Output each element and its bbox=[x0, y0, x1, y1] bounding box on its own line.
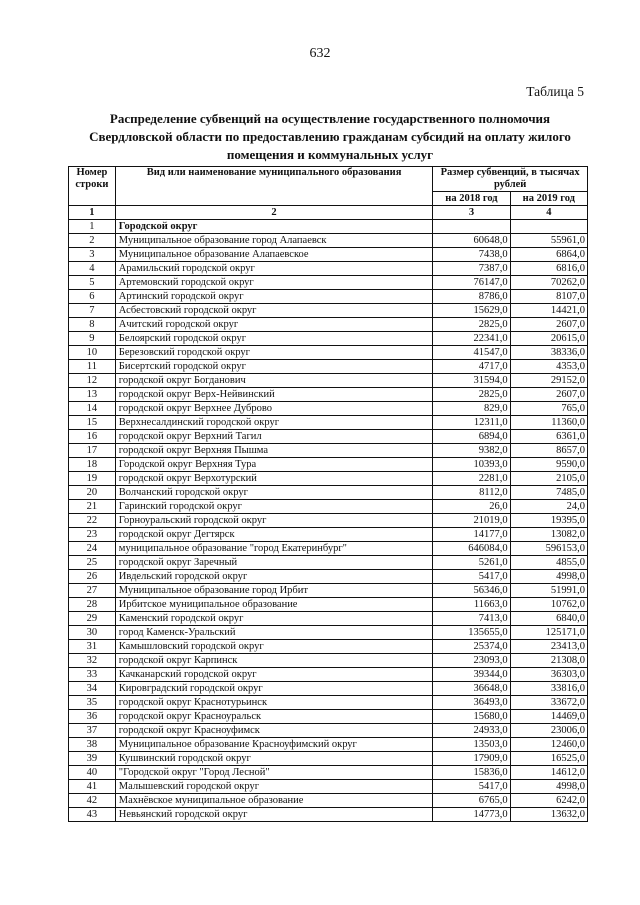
row-number: 20 bbox=[69, 486, 116, 500]
value-2019: 7485,0 bbox=[510, 486, 587, 500]
value-2018: 8786,0 bbox=[433, 290, 510, 304]
municipality-name: Белоярский городской округ bbox=[115, 332, 433, 346]
value-2018: 10393,0 bbox=[433, 458, 510, 472]
table-row bbox=[69, 500, 588, 514]
table-row bbox=[69, 528, 588, 542]
subsidy-table bbox=[68, 166, 588, 822]
value-2018: 5261,0 bbox=[433, 556, 510, 570]
value-2019: 8107,0 bbox=[510, 290, 587, 304]
table-row bbox=[69, 766, 588, 780]
table-row bbox=[69, 486, 588, 500]
table-row bbox=[69, 360, 588, 374]
table-row bbox=[69, 752, 588, 766]
row-number: 42 bbox=[69, 794, 116, 808]
municipality-name: Каменский городской округ bbox=[115, 612, 433, 626]
row-number: 43 bbox=[69, 808, 116, 822]
table-row bbox=[69, 234, 588, 248]
municipality-name: городской округ Красноуфимск bbox=[115, 724, 433, 738]
table-row bbox=[69, 570, 588, 584]
value-2019: 23413,0 bbox=[510, 640, 587, 654]
table-row bbox=[69, 794, 588, 808]
row-number: 19 bbox=[69, 472, 116, 486]
table-row bbox=[69, 598, 588, 612]
value-2019: 2607,0 bbox=[510, 318, 587, 332]
value-2019: 29152,0 bbox=[510, 374, 587, 388]
row-number: 21 bbox=[69, 500, 116, 514]
municipality-name: городской округ Верхотурский bbox=[115, 472, 433, 486]
table-row bbox=[69, 556, 588, 570]
table-row bbox=[69, 668, 588, 682]
table-row bbox=[69, 542, 588, 556]
row-number: 30 bbox=[69, 626, 116, 640]
row-number: 25 bbox=[69, 556, 116, 570]
document-title bbox=[60, 110, 600, 164]
value-2018: 11663,0 bbox=[433, 598, 510, 612]
row-number: 38 bbox=[69, 738, 116, 752]
table-row bbox=[69, 654, 588, 668]
table-row bbox=[69, 682, 588, 696]
column-index: 2 bbox=[115, 206, 433, 220]
value-2019: 2607,0 bbox=[510, 388, 587, 402]
value-2019: 765,0 bbox=[510, 402, 587, 416]
value-2018: 21019,0 bbox=[433, 514, 510, 528]
row-number: 22 bbox=[69, 514, 116, 528]
row-number: 10 bbox=[69, 346, 116, 360]
value-2019: 125171,0 bbox=[510, 626, 587, 640]
value-2018: 7438,0 bbox=[433, 248, 510, 262]
header-name: Вид или наименование муниципального образования bbox=[115, 167, 433, 206]
table-row bbox=[69, 332, 588, 346]
row-number: 17 bbox=[69, 444, 116, 458]
row-number: 31 bbox=[69, 640, 116, 654]
value-2019: 13632,0 bbox=[510, 808, 587, 822]
column-index: 4 bbox=[510, 206, 587, 220]
value-2018 bbox=[433, 220, 510, 234]
municipality-name: Муниципальное образование город Алапаевск bbox=[115, 234, 433, 248]
value-2018: 39344,0 bbox=[433, 668, 510, 682]
value-2019: 12460,0 bbox=[510, 738, 587, 752]
header-subsidy-size: Размер субвенций, в тысячах рублей bbox=[433, 167, 588, 192]
value-2019: 10762,0 bbox=[510, 598, 587, 612]
value-2019: 6242,0 bbox=[510, 794, 587, 808]
value-2018: 15680,0 bbox=[433, 710, 510, 724]
row-number: 7 bbox=[69, 304, 116, 318]
municipality-name: Городской округ Верхняя Тура bbox=[115, 458, 433, 472]
table-body bbox=[69, 220, 588, 822]
table-row bbox=[69, 304, 588, 318]
municipality-name: Муниципальное образование Красноуфимский округ bbox=[115, 738, 433, 752]
value-2019: 11360,0 bbox=[510, 416, 587, 430]
row-number: 28 bbox=[69, 598, 116, 612]
value-2019: 38336,0 bbox=[510, 346, 587, 360]
value-2018: 31594,0 bbox=[433, 374, 510, 388]
municipality-name: Ирбитское муниципальное образование bbox=[115, 598, 433, 612]
row-number: 5 bbox=[69, 276, 116, 290]
row-number: 32 bbox=[69, 654, 116, 668]
value-2018: 14177,0 bbox=[433, 528, 510, 542]
value-2018: 14773,0 bbox=[433, 808, 510, 822]
value-2019: 36303,0 bbox=[510, 668, 587, 682]
municipality-name: городской округ Карпинск bbox=[115, 654, 433, 668]
value-2018: 56346,0 bbox=[433, 584, 510, 598]
row-number: 13 bbox=[69, 388, 116, 402]
municipality-name: Невьянский городской округ bbox=[115, 808, 433, 822]
table-row bbox=[69, 430, 588, 444]
municipality-name: "Городской округ "Город Лесной" bbox=[115, 766, 433, 780]
table-row bbox=[69, 458, 588, 472]
value-2019: 16525,0 bbox=[510, 752, 587, 766]
value-2018: 15629,0 bbox=[433, 304, 510, 318]
municipality-name: городской округ Богданович bbox=[115, 374, 433, 388]
value-2018: 2281,0 bbox=[433, 472, 510, 486]
municipality-name: Гаринский городской округ bbox=[115, 500, 433, 514]
value-2019: 6361,0 bbox=[510, 430, 587, 444]
municipality-name: Качканарский городской округ bbox=[115, 668, 433, 682]
row-number: 6 bbox=[69, 290, 116, 304]
table-row bbox=[69, 276, 588, 290]
municipality-name: Березовский городской округ bbox=[115, 346, 433, 360]
value-2018: 8112,0 bbox=[433, 486, 510, 500]
column-index: 3 bbox=[433, 206, 510, 220]
row-number: 12 bbox=[69, 374, 116, 388]
row-number: 16 bbox=[69, 430, 116, 444]
value-2018: 2825,0 bbox=[433, 388, 510, 402]
header-year-2018: на 2018 год bbox=[433, 192, 510, 206]
row-number: 3 bbox=[69, 248, 116, 262]
title-line: помещения и коммунальных услуг bbox=[226, 147, 434, 162]
municipality-name: Камышловский городской округ bbox=[115, 640, 433, 654]
value-2018: 22341,0 bbox=[433, 332, 510, 346]
value-2018: 15836,0 bbox=[433, 766, 510, 780]
municipality-name: Муниципальное образование город Ирбит bbox=[115, 584, 433, 598]
value-2018: 2825,0 bbox=[433, 318, 510, 332]
municipality-name: городской округ Краснотурьинск bbox=[115, 696, 433, 710]
table-row bbox=[69, 514, 588, 528]
value-2018: 60648,0 bbox=[433, 234, 510, 248]
table-row bbox=[69, 612, 588, 626]
municipality-name: Муниципальное образование Алапаевское bbox=[115, 248, 433, 262]
municipality-name: город Каменск-Уральский bbox=[115, 626, 433, 640]
municipality-name: Бисертский городской округ bbox=[115, 360, 433, 374]
value-2019: 19395,0 bbox=[510, 514, 587, 528]
table-row bbox=[69, 248, 588, 262]
value-2018: 17909,0 bbox=[433, 752, 510, 766]
value-2018: 36648,0 bbox=[433, 682, 510, 696]
table-row bbox=[69, 346, 588, 360]
row-number: 29 bbox=[69, 612, 116, 626]
table-row bbox=[69, 472, 588, 486]
value-2019: 20615,0 bbox=[510, 332, 587, 346]
value-2019: 70262,0 bbox=[510, 276, 587, 290]
value-2019: 14612,0 bbox=[510, 766, 587, 780]
title-line: Свердловской области по предоставлению гражданам субсидий на оплату жилого bbox=[89, 129, 571, 144]
value-2019: 33816,0 bbox=[510, 682, 587, 696]
municipality-name: городской округ Верхнее Дуброво bbox=[115, 402, 433, 416]
row-number: 18 bbox=[69, 458, 116, 472]
value-2018: 6894,0 bbox=[433, 430, 510, 444]
value-2018: 7387,0 bbox=[433, 262, 510, 276]
municipality-name: Асбестовский городской округ bbox=[115, 304, 433, 318]
table-row bbox=[69, 374, 588, 388]
table-row bbox=[69, 402, 588, 416]
municipality-name: Ивдельский городской округ bbox=[115, 570, 433, 584]
value-2019: 2105,0 bbox=[510, 472, 587, 486]
row-number: 39 bbox=[69, 752, 116, 766]
row-number: 24 bbox=[69, 542, 116, 556]
value-2019: 33672,0 bbox=[510, 696, 587, 710]
row-number: 15 bbox=[69, 416, 116, 430]
value-2019: 6816,0 bbox=[510, 262, 587, 276]
value-2018: 5417,0 bbox=[433, 780, 510, 794]
municipality-name: Ачитский городской округ bbox=[115, 318, 433, 332]
table-row bbox=[69, 416, 588, 430]
value-2018: 24933,0 bbox=[433, 724, 510, 738]
value-2019: 13082,0 bbox=[510, 528, 587, 542]
page-number: 632 bbox=[309, 46, 331, 61]
value-2018: 76147,0 bbox=[433, 276, 510, 290]
value-2019: 55961,0 bbox=[510, 234, 587, 248]
municipality-name: муниципальное образование "город Екатеринбург" bbox=[115, 542, 433, 556]
value-2018: 25374,0 bbox=[433, 640, 510, 654]
title-line: Распределение субвенций на осуществление государственного полномочия bbox=[109, 111, 551, 126]
table-row bbox=[69, 262, 588, 276]
row-number: 36 bbox=[69, 710, 116, 724]
municipality-name: Кировградский городской округ bbox=[115, 682, 433, 696]
row-number: 9 bbox=[69, 332, 116, 346]
municipality-name: городской округ Верхний Тагил bbox=[115, 430, 433, 444]
column-index: 1 bbox=[69, 206, 116, 220]
header-year-2019: на 2019 год bbox=[510, 192, 587, 206]
value-2018: 5417,0 bbox=[433, 570, 510, 584]
municipality-name: городской округ Красноуральск bbox=[115, 710, 433, 724]
municipality-name: Горноуральский городской округ bbox=[115, 514, 433, 528]
value-2018: 9382,0 bbox=[433, 444, 510, 458]
row-number: 41 bbox=[69, 780, 116, 794]
row-number: 34 bbox=[69, 682, 116, 696]
table-row bbox=[69, 640, 588, 654]
municipality-name: Волчанский городской округ bbox=[115, 486, 433, 500]
row-number: 35 bbox=[69, 696, 116, 710]
table-row bbox=[69, 710, 588, 724]
value-2019: 4998,0 bbox=[510, 570, 587, 584]
value-2018: 646084,0 bbox=[433, 542, 510, 556]
value-2019: 24,0 bbox=[510, 500, 587, 514]
row-number: 11 bbox=[69, 360, 116, 374]
table-row bbox=[69, 626, 588, 640]
municipality-name: Малышевский городской округ bbox=[115, 780, 433, 794]
value-2018: 23093,0 bbox=[433, 654, 510, 668]
value-2019: 6840,0 bbox=[510, 612, 587, 626]
value-2019: 4855,0 bbox=[510, 556, 587, 570]
table-row bbox=[69, 696, 588, 710]
value-2019: 596153,0 bbox=[510, 542, 587, 556]
row-number: 8 bbox=[69, 318, 116, 332]
municipality-name: Артемовский городской округ bbox=[115, 276, 433, 290]
value-2018: 36493,0 bbox=[433, 696, 510, 710]
municipality-name: городской округ Верхняя Пышма bbox=[115, 444, 433, 458]
value-2019: 51991,0 bbox=[510, 584, 587, 598]
value-2018: 41547,0 bbox=[433, 346, 510, 360]
row-number: 14 bbox=[69, 402, 116, 416]
row-number: 33 bbox=[69, 668, 116, 682]
row-number: 37 bbox=[69, 724, 116, 738]
table-row bbox=[69, 318, 588, 332]
municipality-name: городской округ Дегтярск bbox=[115, 528, 433, 542]
municipality-name: городской округ Заречный bbox=[115, 556, 433, 570]
value-2018: 26,0 bbox=[433, 500, 510, 514]
value-2019: 6864,0 bbox=[510, 248, 587, 262]
table-label: Таблица 5 bbox=[526, 84, 584, 99]
table-row bbox=[69, 388, 588, 402]
row-number: 2 bbox=[69, 234, 116, 248]
table-row bbox=[69, 724, 588, 738]
table-row bbox=[69, 220, 588, 234]
municipality-name: Артинский городской округ bbox=[115, 290, 433, 304]
value-2019: 4998,0 bbox=[510, 780, 587, 794]
value-2019 bbox=[510, 220, 587, 234]
value-2018: 4717,0 bbox=[433, 360, 510, 374]
value-2018: 7413,0 bbox=[433, 612, 510, 626]
value-2019: 14421,0 bbox=[510, 304, 587, 318]
value-2018: 13503,0 bbox=[433, 738, 510, 752]
value-2019: 21308,0 bbox=[510, 654, 587, 668]
table-row bbox=[69, 738, 588, 752]
row-number: 27 bbox=[69, 584, 116, 598]
row-number: 26 bbox=[69, 570, 116, 584]
value-2019: 9590,0 bbox=[510, 458, 587, 472]
table-row bbox=[69, 780, 588, 794]
value-2019: 14469,0 bbox=[510, 710, 587, 724]
value-2018: 135655,0 bbox=[433, 626, 510, 640]
row-number: 40 bbox=[69, 766, 116, 780]
value-2019: 23006,0 bbox=[510, 724, 587, 738]
municipality-name: Городской округ bbox=[115, 220, 433, 234]
municipality-name: Махнёвское муниципальное образование bbox=[115, 794, 433, 808]
municipality-name: Арамильский городской округ bbox=[115, 262, 433, 276]
row-number: 1 bbox=[69, 220, 116, 234]
value-2018: 12311,0 bbox=[433, 416, 510, 430]
table-row bbox=[69, 444, 588, 458]
municipality-name: Верхнесалдинский городской округ bbox=[115, 416, 433, 430]
value-2019: 4353,0 bbox=[510, 360, 587, 374]
value-2018: 6765,0 bbox=[433, 794, 510, 808]
municipality-name: Кушвинский городской округ bbox=[115, 752, 433, 766]
row-number: 23 bbox=[69, 528, 116, 542]
header-row-number: Номер строки bbox=[69, 167, 116, 206]
municipality-name: городской округ Верх-Нейвинский bbox=[115, 388, 433, 402]
value-2019: 8657,0 bbox=[510, 444, 587, 458]
row-number: 4 bbox=[69, 262, 116, 276]
table-row bbox=[69, 584, 588, 598]
table-row bbox=[69, 290, 588, 304]
value-2018: 829,0 bbox=[433, 402, 510, 416]
table-row bbox=[69, 808, 588, 822]
